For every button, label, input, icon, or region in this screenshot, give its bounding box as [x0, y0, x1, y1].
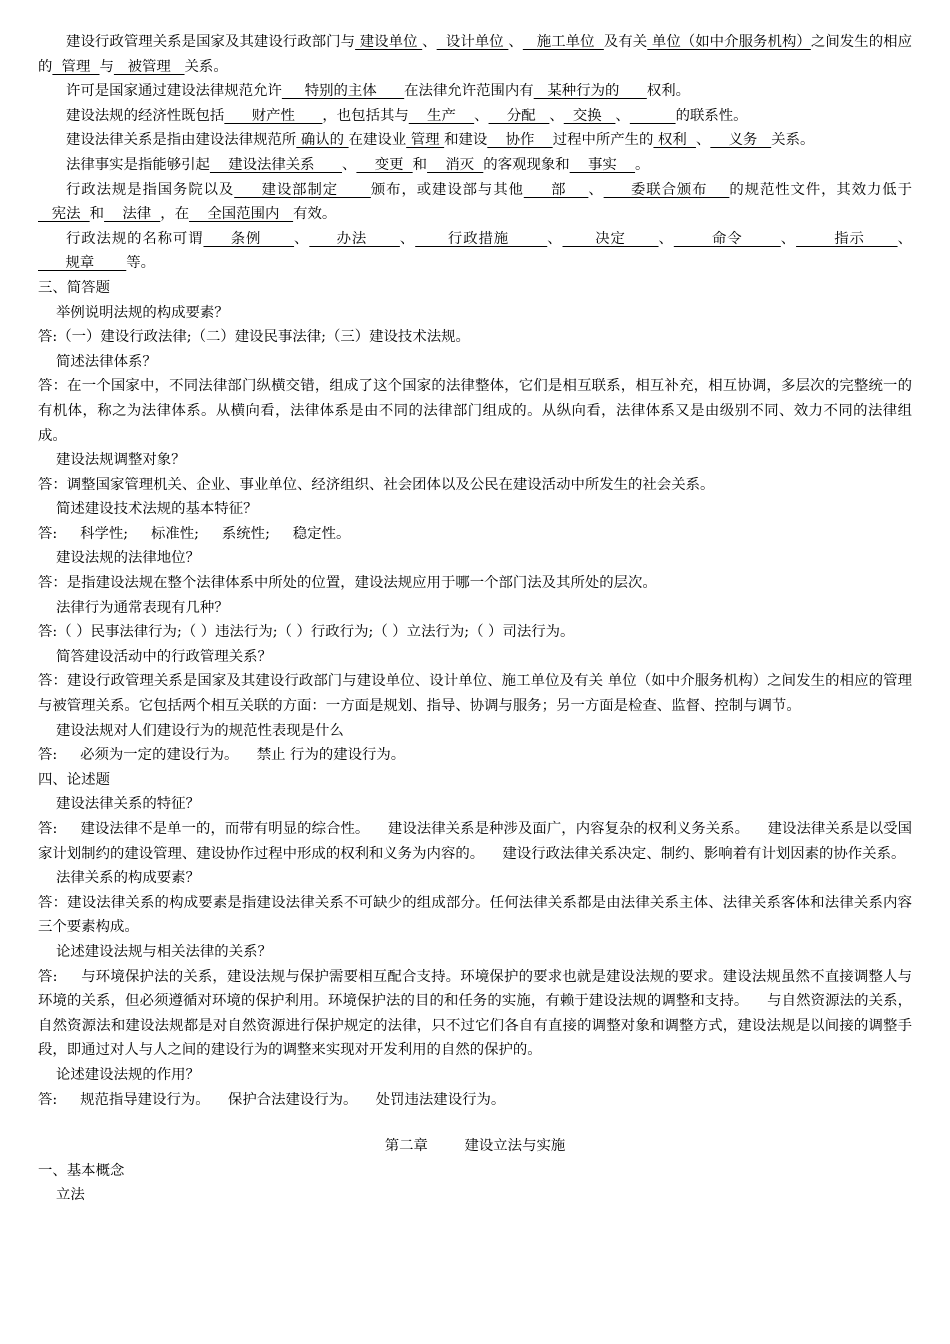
question-list	[38, 301, 912, 768]
paragraph-text: 有效。	[293, 206, 337, 223]
question: 论述建设法规与相关法律的关系？	[56, 943, 272, 960]
paragraph-text: 在法律允许范围内有	[404, 83, 534, 100]
paragraph-text: 、	[615, 107, 630, 124]
paragraph-text: 、	[474, 107, 489, 124]
blank-answer: 义务	[710, 132, 772, 149]
paragraph-text: 。	[635, 156, 650, 173]
paragraph-text: 、	[547, 230, 563, 247]
paragraph-text: 法律事实是指能够引起	[66, 156, 210, 173]
paragraph-text: 、	[399, 230, 416, 247]
paragraph-text: 、	[695, 132, 711, 149]
blank-answer: 指示	[796, 230, 898, 247]
paragraph-text: 等。	[126, 255, 156, 272]
blank-answer: 权利	[653, 132, 696, 149]
blank-answer: 特别的主体	[281, 83, 405, 100]
blank-answer: 命令	[673, 230, 781, 247]
blank-answer: 协作	[487, 132, 553, 149]
blank-answer	[630, 108, 676, 124]
paragraph-text: ，也包括其与	[322, 107, 409, 124]
paragraph-text: 之间发生的相应的	[38, 34, 912, 75]
answer: 答：建设法律关系的构成要素是指建设法律关系不可缺少的组成部分。任何法律关系都是由法律关系主体、法律关系客体和法律关系内容三个要素构成。	[38, 894, 912, 936]
blank-answer: 建设单位	[355, 34, 423, 50]
blank-answer: 部	[523, 181, 589, 198]
paragraph-text: 关系。	[771, 132, 815, 149]
paragraph-text: 、	[422, 34, 437, 50]
chapter-title: 第二章 建设立法与实施	[384, 1138, 566, 1155]
paragraph-text: 建设法律关系是指由建设法律规范所	[66, 132, 297, 149]
blank-answer: 消灭	[427, 156, 484, 173]
section-heading: 一、基本概念	[38, 1162, 125, 1179]
paragraph-text: 行政法规是指国务院以及	[66, 181, 235, 198]
paragraph-text: 权利。	[646, 83, 690, 100]
paragraph-text: 建设法规的经济性既包括	[66, 107, 225, 124]
blank-answer: 全国范围内	[189, 206, 294, 223]
blank-answer: 办法	[309, 230, 400, 247]
spacer	[38, 1112, 912, 1134]
blank-answer: 某种行为的	[533, 83, 647, 100]
paragraph-text: 行政法规的名称可谓	[66, 230, 204, 247]
paragraph-text: 、	[658, 230, 674, 247]
paragraph-text: 和	[412, 156, 428, 173]
paragraph-text: ，在	[160, 206, 190, 223]
blank-answer: 分配	[488, 107, 550, 124]
section-heading: 三、简答题	[38, 279, 110, 296]
paragraph-text: 建设行政管理关系是国家及其建设行政部门与	[66, 34, 356, 50]
fill-in-paragraph	[38, 153, 912, 178]
answer: 答: 必须为一定的建设行为。 禁止 行为的建设行为。	[38, 747, 406, 764]
paragraph-text: 及有关	[603, 34, 648, 50]
blank-answer: 管理	[406, 132, 445, 149]
question: 简述建设技术法规的基本特征？	[56, 501, 258, 518]
answer: 答：建设行政管理关系是国家及其建设行政部门与建设单位、设计单位、施工单位及有关 单位（如中介服务机构）之间发生的相应的管理与被管理关系。它包括两个相互关联的方面：一方面是规划、指导、协调与服务；另一方面是检查、监督、控制与调节。	[38, 673, 912, 715]
answer: 答: 与环境保护法的关系，建设法规与保护需要相互配合支持。环境保护的要求也就是建设法规的要求。建设法规虽然不直接调整人与环境的关系，但必须遵循对环境的保护利用。环境保护法的目的和任务的实施，有赖于建设法规的调整和支持。 与自然资源法的关系，自然资源法和建设法规都是对自然资源进行保护规定的法律，只不过它们各自有直接的调整对象和调整方式，建设法规是以间接的调整手段，即通过对人与人之间的建设行为的调整来实现对开发利用的自然的保护的。	[38, 968, 912, 1059]
paragraph-text: 的规范性文件，其效力低于	[729, 181, 912, 198]
blank-answer: 被管理	[113, 58, 185, 75]
question: 建设法规的法律地位？	[56, 550, 200, 567]
blank-answer: 确认的	[296, 132, 349, 149]
blank-answer: 行政措施	[415, 230, 548, 247]
blank-answer: 条例	[203, 230, 295, 247]
paragraph-text: 和	[89, 206, 105, 223]
paragraph-text: 颁布，或建设部与其他	[370, 181, 524, 198]
blank-answer: 财产性	[224, 107, 323, 124]
blank-answer: 宪法	[38, 206, 90, 223]
fill-in-paragraph	[38, 227, 912, 276]
answer: 答: 建设法律不是单一的，而带有明显的综合性。 建设法律关系是种涉及面广，内容复杂的权利义务关系。 建设法律关系是以受国家计划制约的建设管理、建设协作过程中形成的权利和义务为内容的。 建设行政法律关系决定、制约、影响着有计划因素的协作关系。	[38, 821, 912, 862]
paragraph-text: 许可是国家通过建设法律规范允许	[66, 83, 282, 100]
blank-answer: 生产	[408, 107, 475, 124]
fill-in-paragraph	[38, 128, 912, 153]
answer: 答：在一个国家中，不同法律部门纵横交错，组成了这个国家的法律整体，它们是相互联系，相互补充，相互协调，多层次的完整统一的有机体，称之为法律体系。从横向看，法律体系是由不同的法律部门组成的。从纵向看，法律体系又是由级别不同、效力不同的法律组成。	[38, 378, 912, 444]
question: 简述法律体系？	[56, 353, 157, 370]
question: 简答建设活动中的行政管理关系？	[56, 648, 272, 665]
question: 建设法律关系的特征？	[56, 796, 200, 813]
paragraph-text: 、	[588, 181, 604, 198]
paragraph-text: 的联系性。	[675, 107, 748, 124]
blank-answer: 法律	[104, 206, 161, 223]
blank-answer: 规章	[38, 255, 127, 272]
chapter-two	[38, 1134, 912, 1208]
section-heading: 四、论述题	[38, 771, 110, 788]
blank-answer: 建设法律关系	[209, 156, 343, 173]
paragraph-text: 、	[549, 107, 564, 124]
blank-answer: 单位（如中介服务机构）	[647, 34, 811, 50]
paragraph-text: 、	[508, 34, 523, 50]
blank-answer: 交换	[563, 107, 616, 124]
blank-answer: 决定	[562, 230, 659, 247]
answer: 答: 科学性; 标准性; 系统性; 稳定性。	[38, 525, 351, 542]
blank-answer: 设计单位	[436, 34, 509, 50]
question: 论述建设法规的作用？	[56, 1066, 200, 1083]
paragraph-text: 、	[342, 156, 357, 173]
question-list	[38, 792, 912, 1112]
fill-in-section	[38, 30, 912, 276]
answer: 答:（一）建设行政法律;（二）建设民事法律;（三）建设技术法规。	[38, 329, 470, 346]
blank-answer: 变更	[356, 156, 413, 173]
paragraph-text: 、	[780, 230, 797, 247]
fill-in-paragraph	[38, 104, 912, 129]
paragraph-text: 、	[897, 230, 912, 247]
fill-in-paragraph	[38, 30, 912, 79]
question: 举例说明法规的构成要素？	[56, 304, 229, 321]
fill-in-paragraph	[38, 178, 912, 227]
concept-item: 立法	[56, 1187, 85, 1204]
paragraph-text: 的客观现象和	[483, 156, 570, 173]
blank-answer: 施工单位	[522, 34, 604, 50]
blank-answer: 管理	[52, 58, 100, 75]
section-essay	[38, 768, 912, 1112]
answer: 答: 规范指导建设行为。 保护合法建设行为。 处罚违法建设行为。	[38, 1091, 506, 1108]
paragraph-text: 和建设	[444, 132, 488, 149]
paragraph-text: 在建设业	[348, 132, 407, 149]
answer: 答：是指建设法规在整个法律体系中所处的位置，建设法规应用于哪一个部门法及其所处的层次。	[38, 575, 657, 592]
document-page	[38, 30, 912, 1208]
blank-answer: 事实	[569, 156, 636, 173]
question: 法律行为通常表现有几种？	[56, 599, 229, 616]
question: 建设法规调整对象？	[56, 452, 186, 469]
paragraph-text: 、	[294, 230, 310, 247]
fill-in-paragraph	[38, 79, 912, 104]
blank-answer: 建设部制定	[234, 181, 371, 198]
section-short-answer	[38, 276, 912, 768]
paragraph-text: 关系。	[184, 58, 228, 75]
paragraph-text: 与	[99, 58, 114, 75]
blank-answer: 委联合颁布	[603, 181, 730, 198]
answer: 答：调整国家管理机关、企业、事业单位、经济组织、社会团体以及公民在建设活动中所发生的社会关系。	[38, 476, 715, 493]
question: 法律关系的构成要素？	[56, 870, 200, 887]
answer: 答:（ ）民事法律行为;（ ）违法行为;（ ）行政行为;（ ）立法行为;（ ）司法行为。	[38, 624, 575, 641]
question: 建设法规对人们建设行为的规范性表现是什么	[56, 722, 344, 739]
paragraph-text: 过程中所产生的	[552, 132, 654, 149]
